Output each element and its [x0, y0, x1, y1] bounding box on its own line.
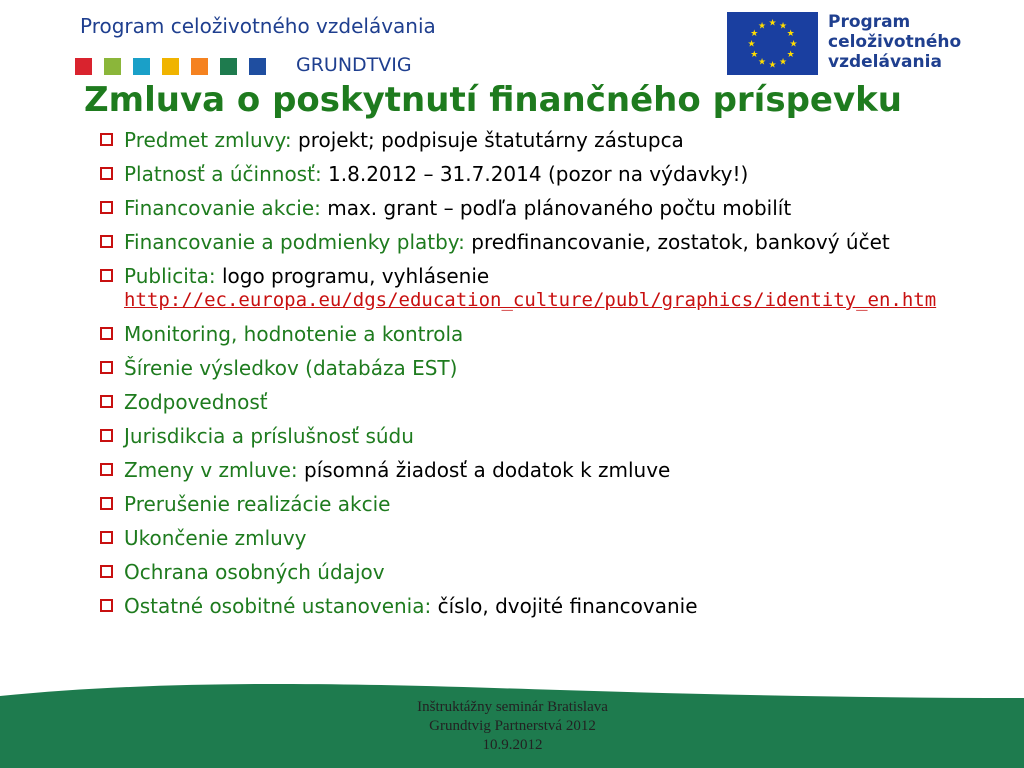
program-header-text: Program celoživotného vzdelávania	[80, 14, 436, 38]
bullet-label: Ochrana osobných údajov	[124, 560, 385, 584]
logo-line-3: vzdelávania	[828, 52, 942, 72]
checkbox-bullet-icon	[100, 167, 113, 180]
logo-line-1: Program	[828, 12, 911, 32]
bullet-value: číslo, dvojité financovanie	[431, 594, 698, 618]
bullet-item	[100, 230, 950, 254]
checkbox-bullet-icon	[100, 565, 113, 578]
program-logo	[727, 12, 961, 75]
checkbox-bullet-icon	[100, 269, 113, 282]
bullet-item	[100, 322, 950, 346]
checkbox-bullet-icon	[100, 235, 113, 248]
color-squares	[75, 58, 278, 75]
checkbox-bullet-icon	[100, 497, 113, 510]
checkbox-bullet-icon	[100, 531, 113, 544]
checkbox-bullet-icon	[100, 327, 113, 340]
bullet-label: Financovanie a podmienky platby:	[124, 230, 465, 254]
bullet-label: Financovanie akcie:	[124, 196, 321, 220]
bullet-label: Zodpovednosť	[124, 390, 268, 414]
bullet-label: Prerušenie realizácie akcie	[124, 492, 391, 516]
eu-star-icon: ★	[768, 18, 777, 29]
checkbox-bullet-icon	[100, 133, 113, 146]
bullet-label: Šírenie výsledkov (databáza EST)	[124, 356, 458, 380]
bullet-item	[100, 594, 950, 618]
eu-star-icon: ★	[778, 57, 788, 68]
slide-title: Zmluva o poskytnutí finančného príspevku	[84, 80, 902, 120]
bullet-list	[100, 128, 950, 628]
checkbox-bullet-icon	[100, 463, 113, 476]
eu-star-icon: ★	[750, 29, 759, 39]
eu-star-icon: ★	[778, 21, 788, 32]
bullet-item	[100, 196, 950, 220]
bullet-label: Ostatné osobitné ustanovenia:	[124, 594, 432, 618]
color-square	[191, 58, 208, 75]
eu-star-icon: ★	[747, 39, 756, 50]
grundtvig-label: GRUNDTVIG	[296, 54, 412, 76]
bullet-label: Publicita:	[124, 264, 216, 288]
bullet-label: Monitoring, hodnotenie a kontrola	[124, 322, 464, 346]
bullet-item	[100, 424, 950, 448]
bullet-label: Predmet zmluvy:	[124, 128, 292, 152]
bullet-label: Jurisdikcia a príslušnosť súdu	[124, 424, 414, 448]
color-square	[162, 58, 179, 75]
eu-star-icon: ★	[768, 60, 777, 71]
footer-line-1: Inštruktážny seminár Bratislava	[417, 699, 608, 715]
bullet-item	[100, 458, 950, 482]
bullet-value: predfinancovanie, zostatok, bankový účet	[464, 230, 890, 254]
color-square	[75, 58, 92, 75]
color-square	[104, 58, 121, 75]
bullet-label: Zmeny v zmluve:	[124, 458, 298, 482]
bullet-value: projekt; podpisuje štatutárny zástupca	[291, 128, 684, 152]
logo-line-2: celoživotného	[828, 32, 962, 52]
color-square	[133, 58, 150, 75]
bullet-value: písomná žiadosť a dodatok k zmluve	[297, 458, 671, 482]
checkbox-bullet-icon	[100, 361, 113, 374]
footer-line-2: Grundtvig Partnerstvá 2012	[429, 718, 596, 734]
checkbox-bullet-icon	[100, 429, 113, 442]
bullet-item	[100, 560, 950, 584]
checkbox-bullet-icon	[100, 599, 113, 612]
identity-link[interactable]: http://ec.europa.eu/dgs/education_culture/publ/graphics/identity_en.htm	[124, 289, 937, 311]
eu-star-icon: ★	[786, 29, 795, 39]
bullet-value: logo programu, vyhlásenie	[215, 264, 490, 288]
bullet-value: max. grant – podľa plánovaného počtu mobilít	[320, 196, 792, 220]
color-square	[220, 58, 237, 75]
bullet-value: 1.8.2012 – 31.7.2014 (pozor na výdavky!)	[321, 162, 749, 186]
bullet-item	[100, 492, 950, 516]
footer-text	[370, 698, 655, 755]
bullet-label: Ukončenie zmluvy	[124, 526, 307, 550]
checkbox-bullet-icon	[100, 395, 113, 408]
eu-flag-icon	[727, 12, 818, 75]
eu-star-icon: ★	[757, 21, 767, 32]
bullet-item	[100, 162, 950, 186]
color-square	[249, 58, 266, 75]
bullet-item	[100, 356, 950, 380]
eu-star-icon: ★	[786, 50, 795, 60]
logo-text	[828, 12, 961, 72]
eu-star-icon: ★	[789, 39, 798, 50]
bullet-item	[100, 264, 950, 312]
bullet-label: Platnosť a účinnosť:	[124, 162, 322, 186]
checkbox-bullet-icon	[100, 201, 113, 214]
footer-line-3: 10.9.2012	[482, 737, 543, 753]
bullet-item	[100, 390, 950, 414]
eu-star-icon: ★	[757, 57, 767, 68]
eu-star-icon: ★	[750, 50, 759, 60]
bullet-item	[100, 526, 950, 550]
bullet-item	[100, 128, 950, 152]
